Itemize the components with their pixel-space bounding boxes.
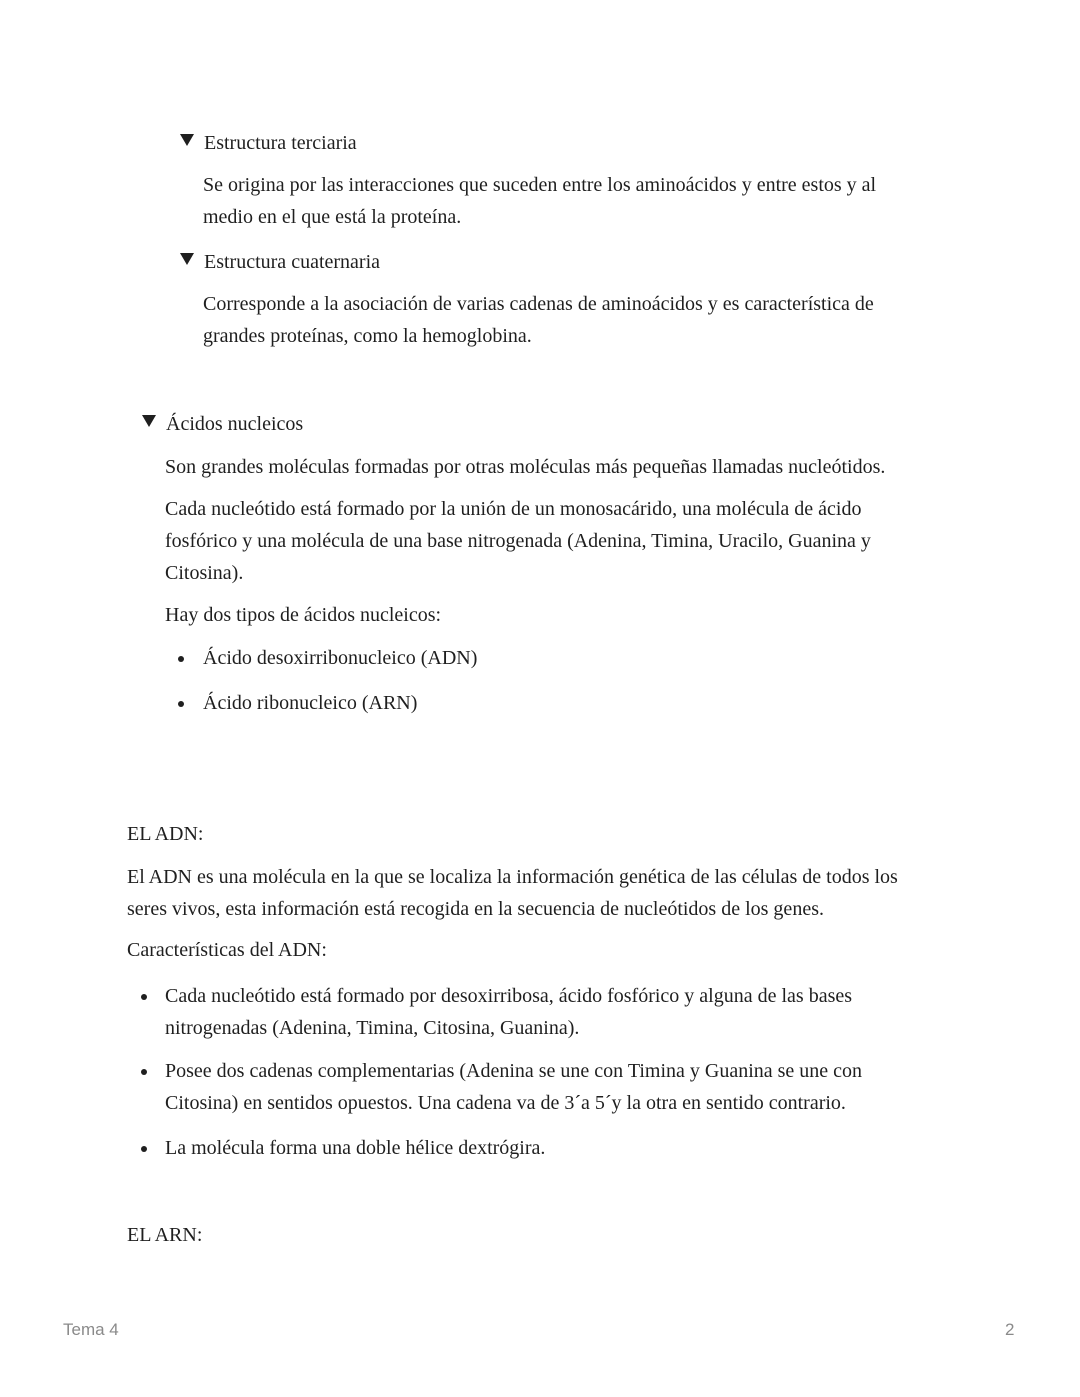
list-item: Posee dos cadenas complementarias (Adenina se une con Timina y Guanina se une con [165, 1060, 863, 1082]
paragraph-line: Cada nucleótido está formado por la unión de un monosacárido, una molécula de ácido [165, 498, 862, 520]
toggle-title: Ácidos nucleicos [166, 413, 304, 435]
features-heading: Características del ADN: [127, 939, 327, 961]
paragraph-line: Corresponde a la asociación de varias cadenas de aminoácidos y es característica de [203, 293, 874, 315]
bullet-dot-icon [141, 994, 147, 1000]
list-item-continuation: nitrogenadas (Adenina, Timina, Citosina, Guanina). [165, 1017, 580, 1039]
toggle-title: Estructura terciaria [204, 132, 357, 154]
section-heading-adn: EL ADN: [127, 823, 204, 845]
toggle-title: Estructura cuaternaria [204, 251, 381, 273]
paragraph-line: seres vivos, esta información está recogida en la secuencia de nucleótidos de los genes. [127, 898, 824, 920]
paragraph-line: El ADN es una molécula en la que se localiza la información genética de las células de todos los [127, 866, 898, 888]
bullet-dot-icon [141, 1146, 147, 1152]
page-number: 2 [1005, 1320, 1015, 1339]
section-heading-arn: EL ARN: [127, 1224, 203, 1246]
toggle-estructura-terciaria[interactable] [180, 130, 357, 156]
triangle-down-icon[interactable] [142, 415, 156, 427]
triangle-down-icon[interactable] [180, 134, 194, 146]
toggle-estructura-cuaternaria[interactable] [180, 249, 380, 275]
paragraph-line: Citosina). [165, 562, 244, 584]
list-item-continuation: Citosina) en sentidos opuestos. Una cadena va de 3´a 5´y la otra en sentido contrario. [165, 1092, 846, 1114]
paragraph-line: Son grandes moléculas formadas por otras moléculas más pequeñas llamadas nucleótidos. [165, 456, 886, 478]
list-item: Ácido ribonucleico (ARN) [203, 692, 418, 714]
paragraph-line: medio en el que está la proteína. [203, 206, 462, 228]
bullet-dot-icon [178, 656, 184, 662]
bullet-dot-icon [178, 701, 184, 707]
footer-chapter-label: Tema 4 [63, 1320, 119, 1339]
list-item: Cada nucleótido está formado por desoxirribosa, ácido fosfórico y alguna de las bases [165, 985, 853, 1007]
paragraph-line: Se origina por las interacciones que suceden entre los aminoácidos y entre estos y al [203, 174, 877, 196]
list-item: La molécula forma una doble hélice dextrógira. [165, 1137, 546, 1159]
paragraph-line: grandes proteínas, como la hemoglobina. [203, 325, 532, 347]
triangle-down-icon[interactable] [180, 253, 194, 265]
list-item: Ácido desoxirribonucleico (ADN) [203, 647, 478, 669]
toggle-acidos-nucleicos[interactable] [142, 411, 303, 437]
paragraph-line: fosfórico y una molécula de una base nitrogenada (Adenina, Timina, Uracilo, Guanina y [165, 530, 871, 552]
paragraph-line: Hay dos tipos de ácidos nucleicos: [165, 604, 442, 626]
bullet-dot-icon [141, 1069, 147, 1075]
